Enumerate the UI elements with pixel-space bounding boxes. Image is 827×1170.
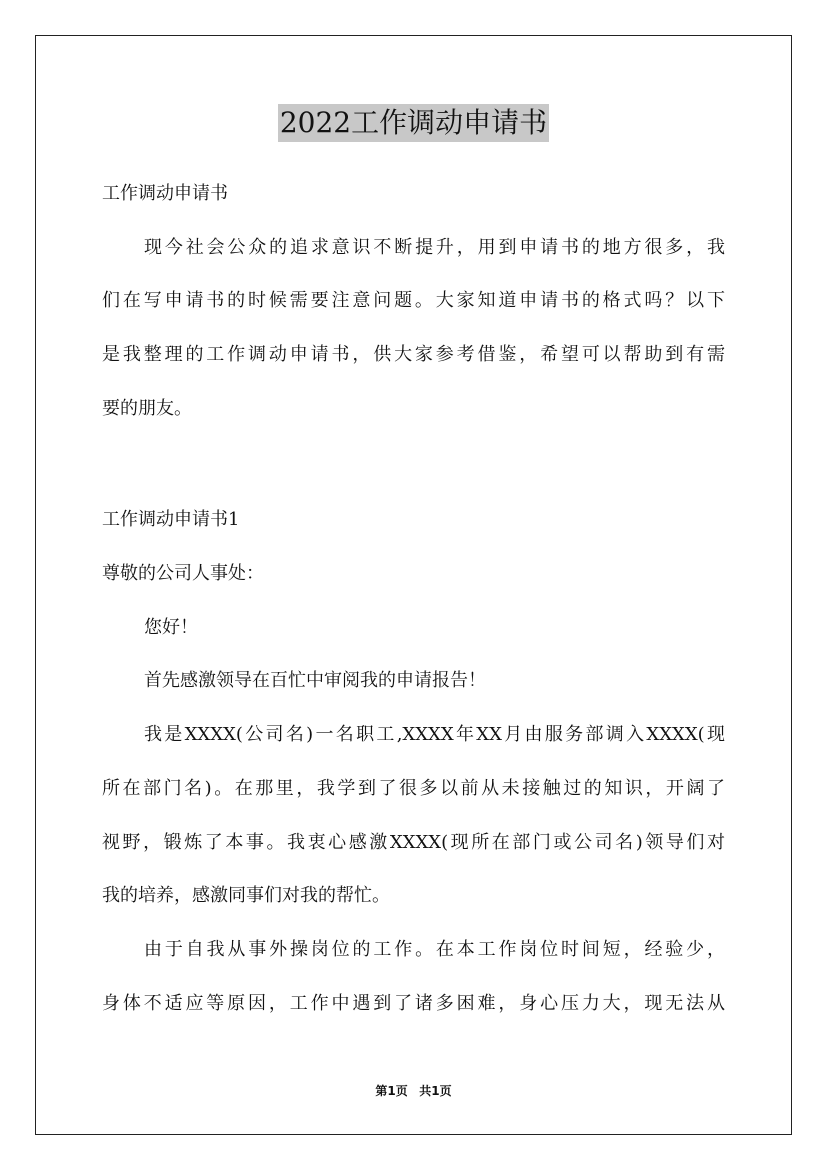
paragraph-line: 视野，锻炼了本事。我衷心感激XXXX(现所在部门或公司名)领导们对 [102,832,725,853]
paragraph-line: 要的朋友。 [102,398,192,419]
page-number: 第1页 [375,1084,408,1098]
paragraph-line: 们在写申请书的时候需要注意问题。大家知道申请书的格式吗？以下 [102,290,725,311]
paragraph-line: 现今社会公众的追求意识不断提升，用到申请书的地方很多，我 [144,237,725,258]
salutation: 尊敬的公司人事处： [102,563,264,584]
subsection-heading: 工作调动申请书1 [102,509,240,530]
page-total: 共1页 [419,1084,452,1098]
paragraph-line: 是我整理的工作调动申请书，供大家参考借鉴，希望可以帮助到有需 [102,344,725,365]
paragraph-line: 首先感激领导在百忙中审阅我的申请报告！ [144,670,486,691]
document-title: 2022工作调动申请书 [278,104,549,142]
page-footer [0,1083,827,1099]
paragraph-line: 由于自我从事外操岗位的工作。在本工作岗位时间短，经验少， [144,939,725,960]
paragraph-line: 身体不适应等原因，工作中遇到了诸多困难，身心压力大，现无法从 [102,993,725,1014]
paragraph-line: 我是XXXX(公司名)一名职工,XXXX年XX月由服务部调入XXXX(现 [144,724,725,745]
section-heading: 工作调动申请书 [102,183,228,204]
paragraph-line: 所在部门名)。在那里，我学到了很多以前从未接触过的知识，开阔了 [102,778,725,799]
greeting: 您好！ [144,617,198,638]
paragraph-line: 我的培养，感激同事们对我的帮忙。 [102,885,390,906]
title-container [0,104,827,142]
